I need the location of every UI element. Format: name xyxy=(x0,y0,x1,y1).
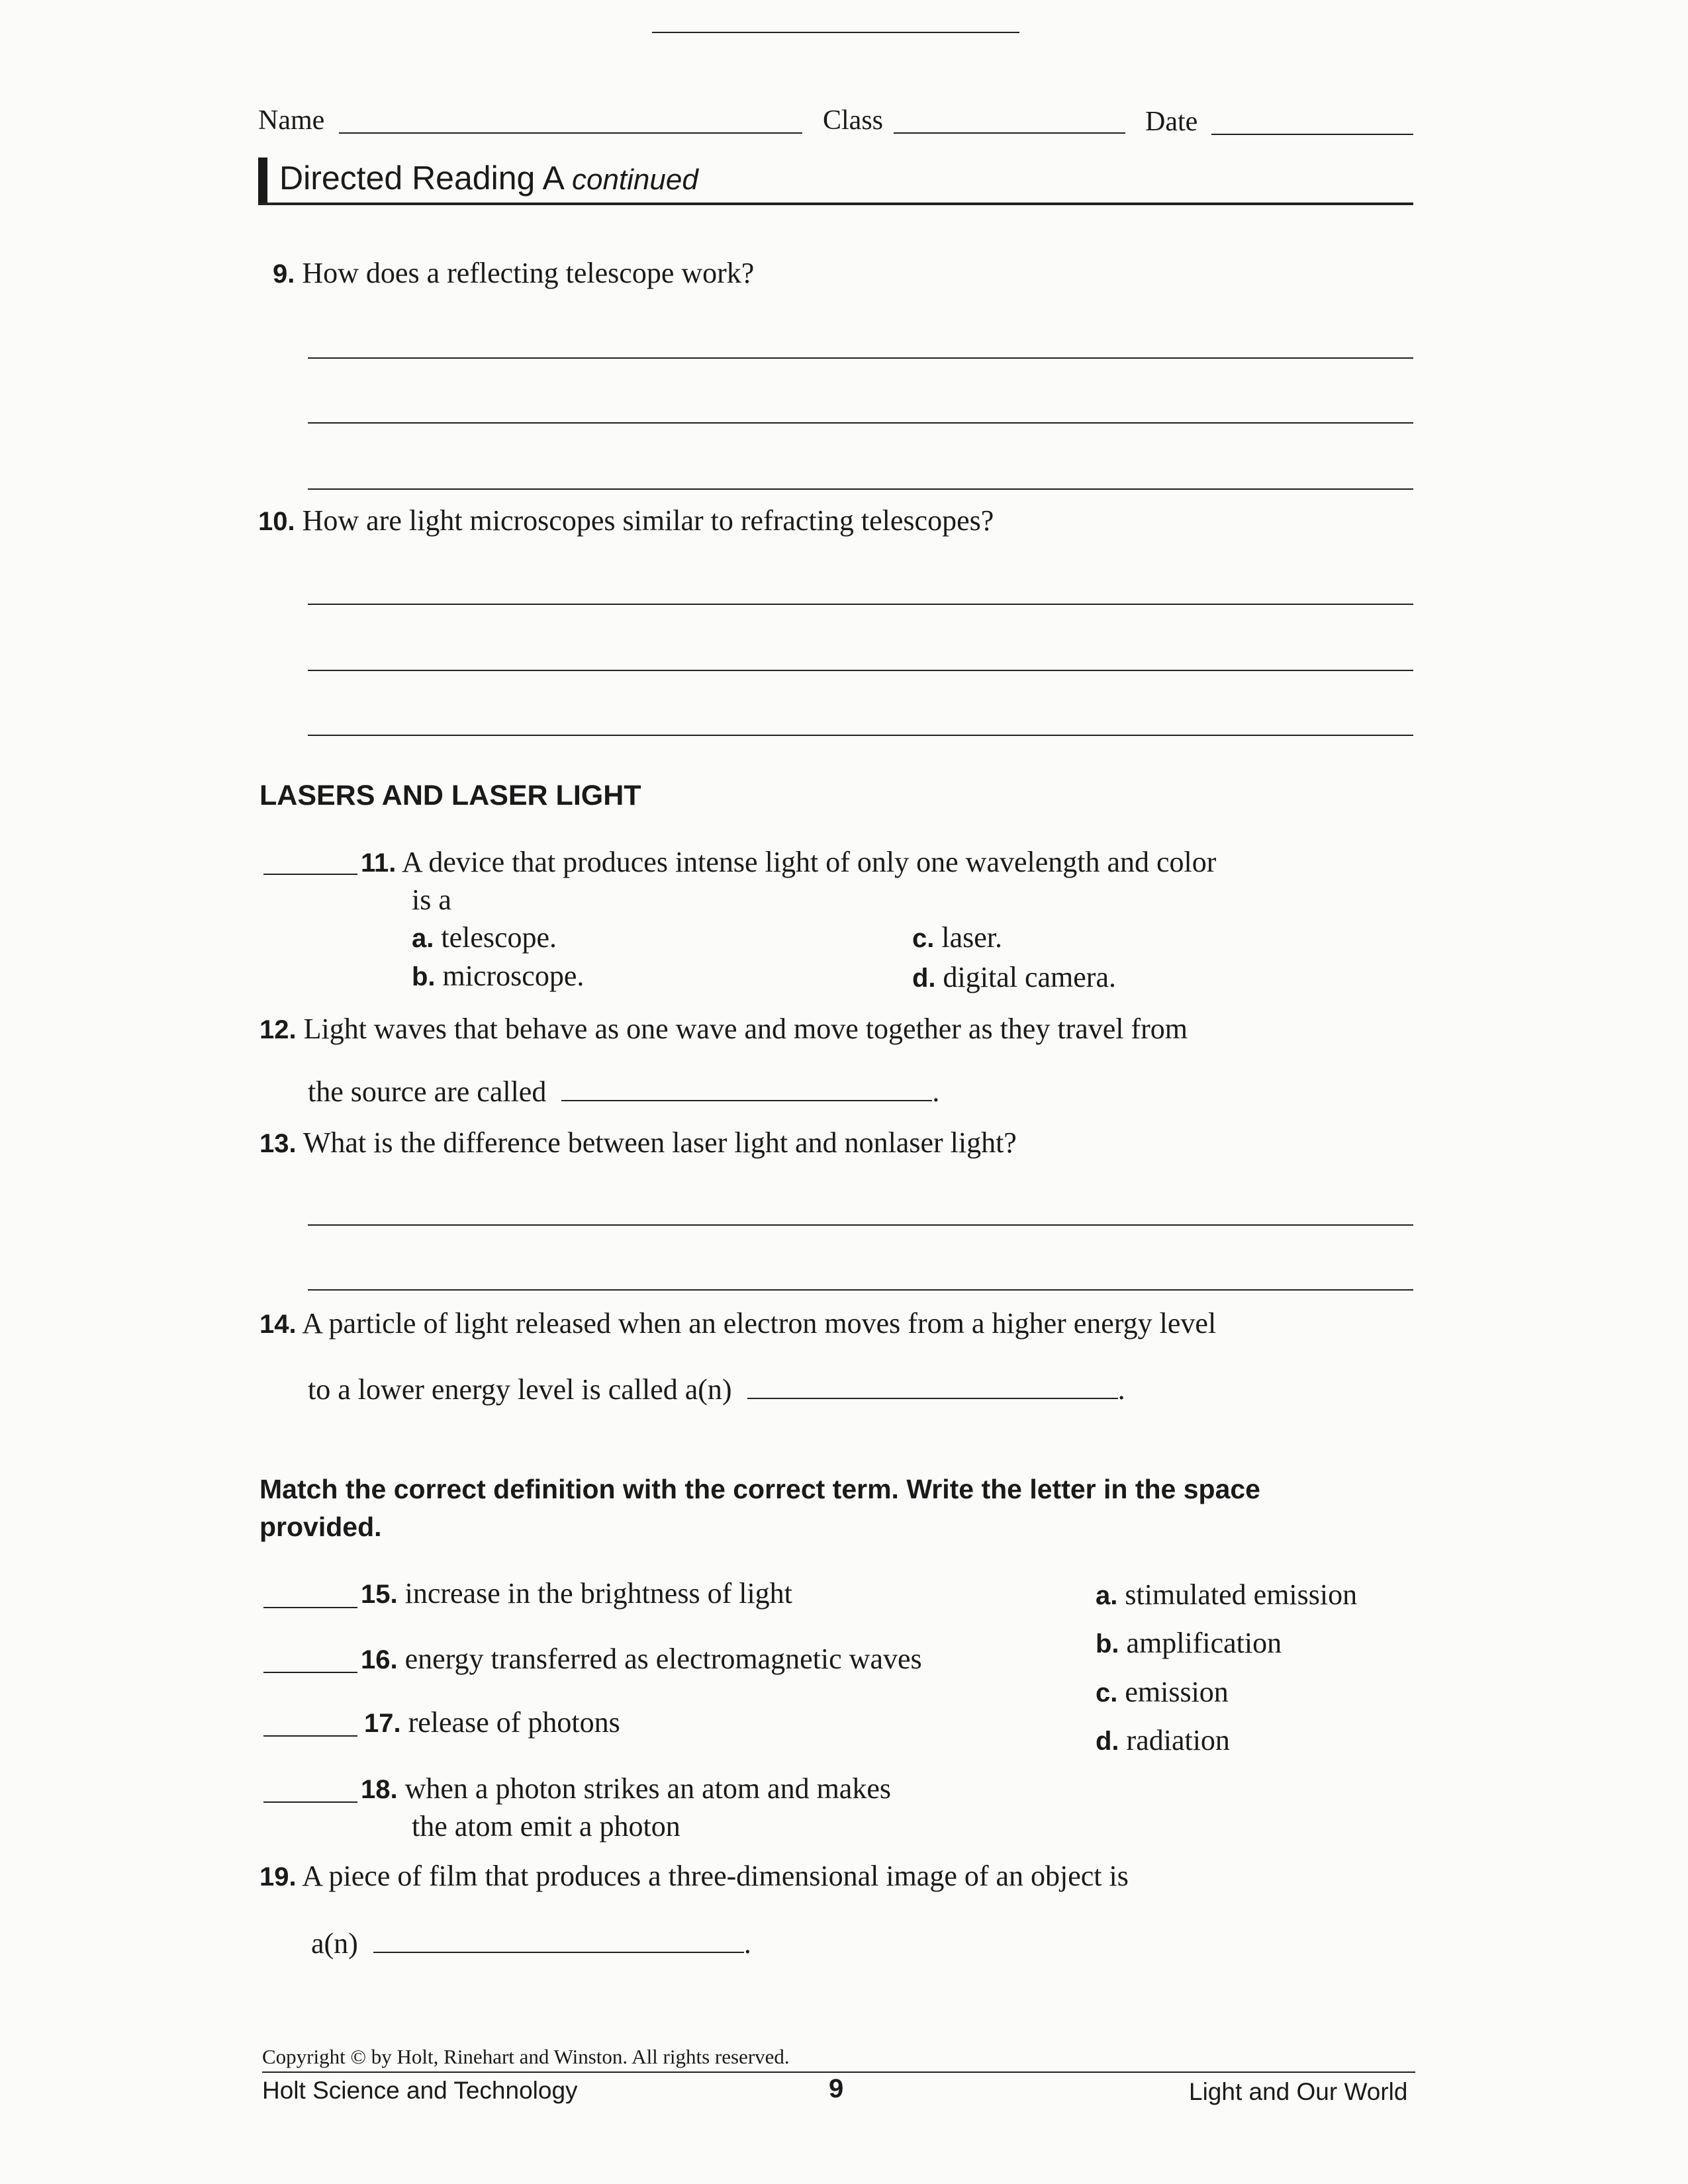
copyright: Copyright © by Holt, Rinehart and Winston. All rights reserved. xyxy=(262,2045,790,2068)
question-text: How does a reflecting telescope work? xyxy=(302,257,755,289)
question-text: to a lower energy level is called a(n) xyxy=(308,1373,732,1406)
option-letter: d. xyxy=(912,964,936,993)
question-number: 9. xyxy=(273,259,295,289)
option-letter: c. xyxy=(912,924,935,953)
question-end: . xyxy=(932,1075,940,1108)
question-end: . xyxy=(743,1927,751,1960)
question-text: increase in the brightness of light xyxy=(404,1577,792,1610)
term-text: radiation xyxy=(1126,1724,1230,1756)
question-11-continued: is a xyxy=(412,884,451,916)
page-number: 9 xyxy=(829,2074,844,2103)
question-text: when a photon strikes an atom and makes xyxy=(404,1772,891,1805)
answer-line[interactable] xyxy=(308,357,1413,359)
answer-line[interactable] xyxy=(308,1289,1413,1291)
question-text: What is the difference between laser light and nonlaser light? xyxy=(303,1126,1017,1159)
title-bar-marker xyxy=(258,158,267,203)
option-text: telescope. xyxy=(441,921,557,954)
top-rule xyxy=(652,32,1019,33)
question-text: A particle of light released when an electron moves from a higher energy level xyxy=(302,1307,1217,1340)
term-letter: d. xyxy=(1096,1727,1119,1756)
question-number: 17. xyxy=(364,1709,401,1738)
class-field[interactable] xyxy=(894,132,1125,134)
answer-blank-17[interactable] xyxy=(263,1735,357,1737)
class-label: Class xyxy=(823,105,884,136)
answer-blank-19[interactable] xyxy=(373,1951,744,1953)
question-12-continued xyxy=(308,1075,939,1109)
term-letter: c. xyxy=(1096,1678,1118,1707)
question-number: 11. xyxy=(361,848,397,878)
term-b xyxy=(1096,1627,1282,1661)
question-19 xyxy=(259,1860,1129,1893)
question-text: A piece of film that produces a three-dimensional image of an object is xyxy=(302,1860,1129,1892)
page-title xyxy=(279,159,698,197)
option-b xyxy=(412,960,584,993)
option-a xyxy=(412,921,557,955)
matching-item-18 xyxy=(361,1772,891,1806)
question-number: 18. xyxy=(361,1775,398,1804)
question-number: 16. xyxy=(361,1645,398,1674)
question-text: How are light microscopes similar to refracting telescopes? xyxy=(302,504,994,537)
question-text: release of photons xyxy=(408,1706,620,1739)
question-text: A device that produces intense light of only one wavelength and color xyxy=(401,846,1217,878)
option-c xyxy=(912,921,1002,955)
matching-item-15 xyxy=(361,1577,792,1611)
question-12 xyxy=(259,1013,1188,1046)
answer-blank-11[interactable] xyxy=(263,874,357,875)
question-text: Light waves that behave as one wave and move together as they travel from xyxy=(303,1013,1188,1045)
question-number: 10. xyxy=(258,507,295,536)
question-13 xyxy=(259,1126,1017,1160)
matching-item-17 xyxy=(364,1706,620,1740)
term-letter: a. xyxy=(1096,1581,1118,1610)
question-number: 13. xyxy=(259,1129,297,1158)
question-text: a(n) xyxy=(311,1927,358,1960)
page-title-text: Directed Reading A xyxy=(279,159,563,197)
question-9 xyxy=(273,257,754,291)
question-text: the source are called xyxy=(308,1075,547,1108)
question-number: 14. xyxy=(259,1310,297,1339)
answer-blank-14[interactable] xyxy=(747,1397,1118,1399)
question-end: . xyxy=(1117,1373,1125,1406)
question-11 xyxy=(361,846,1216,880)
question-number: 19. xyxy=(259,1862,297,1891)
option-text: laser. xyxy=(941,921,1002,954)
term-text: stimulated emission xyxy=(1125,1578,1358,1611)
term-c xyxy=(1096,1676,1229,1709)
term-a xyxy=(1096,1578,1357,1612)
option-letter: a. xyxy=(412,924,434,953)
term-text: amplification xyxy=(1126,1627,1282,1659)
answer-line[interactable] xyxy=(308,1224,1413,1226)
answer-blank-15[interactable] xyxy=(263,1607,357,1608)
date-field[interactable] xyxy=(1211,134,1413,135)
option-d xyxy=(912,961,1116,995)
title-rule xyxy=(258,203,1413,205)
term-letter: b. xyxy=(1096,1629,1119,1659)
matching-instructions: Match the correct definition with the correct term. Write the letter in the space provided. xyxy=(259,1474,1260,1542)
question-14-continued xyxy=(308,1373,1125,1407)
date-label: Date xyxy=(1145,107,1198,137)
answer-blank-12[interactable] xyxy=(561,1099,932,1101)
answer-line[interactable] xyxy=(308,422,1413,424)
term-text: emission xyxy=(1125,1676,1229,1708)
option-letter: b. xyxy=(412,962,436,991)
answer-line[interactable] xyxy=(308,735,1413,736)
question-10 xyxy=(258,504,994,538)
answer-line[interactable] xyxy=(308,670,1413,671)
term-d xyxy=(1096,1724,1230,1758)
question-number: 12. xyxy=(259,1015,297,1044)
matching-item-18-continued: the atom emit a photon xyxy=(412,1810,680,1843)
answer-blank-16[interactable] xyxy=(263,1672,357,1673)
name-field[interactable] xyxy=(339,132,802,134)
footer-right: Light and Our World xyxy=(1189,2078,1408,2105)
option-text: digital camera. xyxy=(943,961,1116,993)
question-19-continued xyxy=(311,1927,751,1961)
answer-line[interactable] xyxy=(308,604,1413,605)
answer-blank-18[interactable] xyxy=(263,1801,357,1803)
footer-rule xyxy=(262,2071,1415,2073)
option-text: microscope. xyxy=(442,960,585,992)
name-label: Name xyxy=(258,105,325,136)
answer-line[interactable] xyxy=(308,488,1413,490)
question-text: energy transferred as electromagnetic waves xyxy=(404,1643,922,1675)
question-14 xyxy=(259,1307,1216,1341)
footer-left: Holt Science and Technology xyxy=(262,2077,578,2104)
page-title-suffix: continued xyxy=(571,163,698,196)
question-number: 15. xyxy=(361,1580,398,1609)
matching-item-16 xyxy=(361,1643,922,1676)
section-heading: LASERS AND LASER LIGHT xyxy=(259,780,641,811)
